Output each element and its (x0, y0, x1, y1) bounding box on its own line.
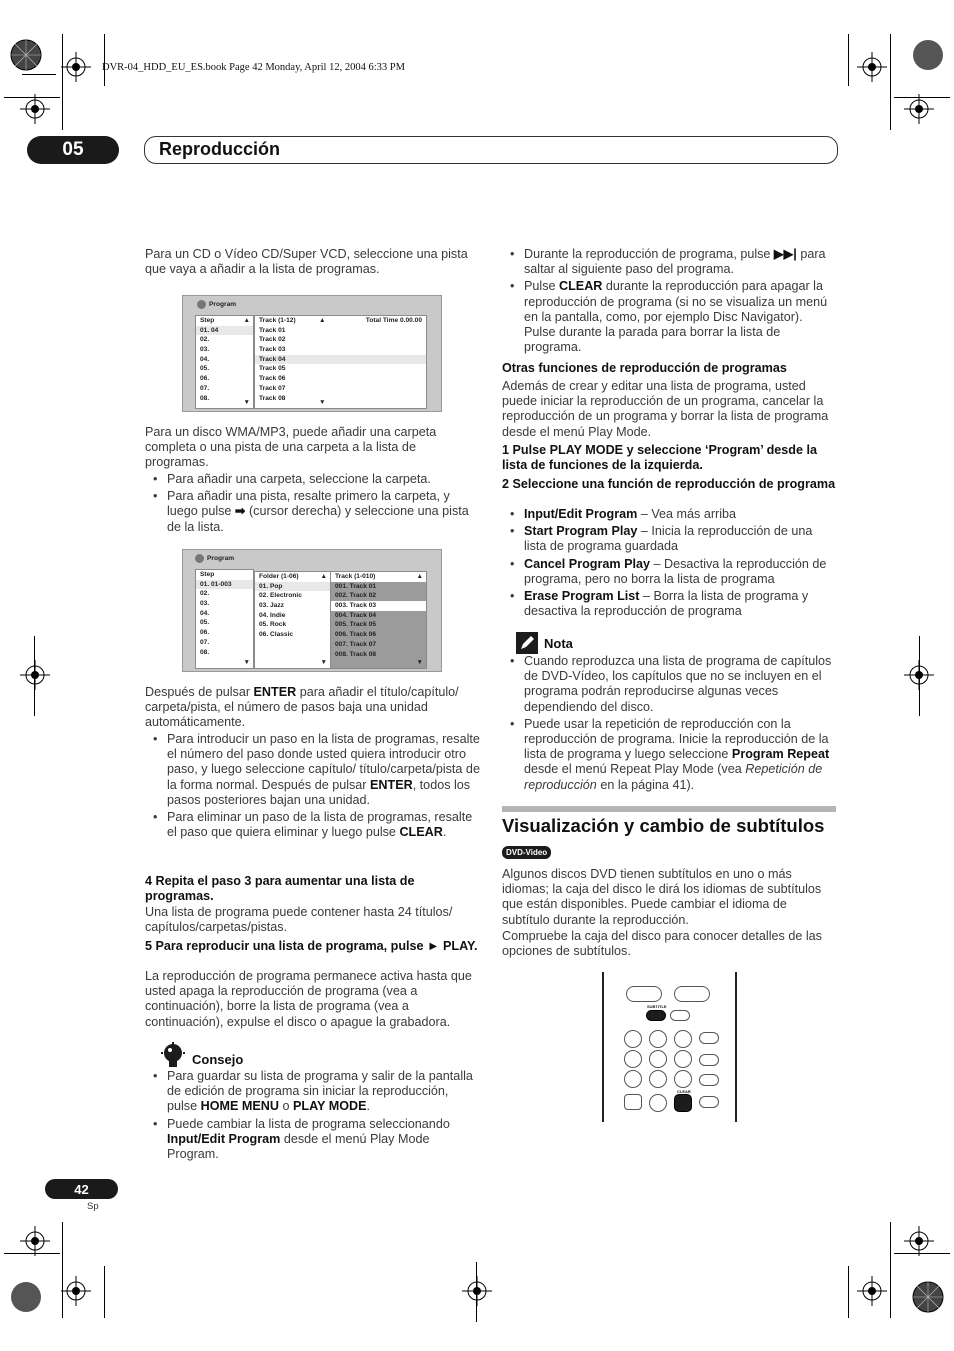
list-row: 04. (200, 355, 210, 363)
folder-pane (254, 571, 331, 669)
list-row: 03. (200, 346, 210, 354)
list-row: 05. Rock (259, 621, 287, 629)
bullet-list (145, 472, 480, 537)
list-item: • Input/Edit Program – Vea más arriba (502, 507, 836, 522)
scroll-up-icon: ▲ (416, 573, 423, 580)
list-item: • Para añadir una pista, resalte primero la carpeta, y luego pulse ➡ (cursor derecha) y seleccione una pista de la lista. (145, 489, 480, 535)
list-row: 08. (200, 394, 210, 402)
remote-button (674, 1070, 692, 1088)
list-item: • Puede usar la repetición de reproducción con la reproducción de programa. Inicie la reproducción de la lista de programa y luego seleccione Program Repeat desde el menú Repeat Play Mode (vea Repetición de reproducción en la página 41). (502, 717, 836, 793)
list-item: • Para añadir una carpeta, seleccione la carpeta. (145, 472, 480, 487)
list-item: • Erase Program List – Borra la lista de programa y desactiva la reproducción de programa (502, 589, 836, 619)
language-code: Sp (87, 1201, 99, 1212)
screen-title: Program (207, 555, 235, 562)
list-row: 002. Track 02 (335, 592, 377, 600)
crosshair-icon (20, 660, 50, 690)
list-row: 01. 01-003 (196, 580, 253, 590)
starburst-icon (911, 38, 945, 72)
step-pane (195, 315, 254, 409)
chapter-title-bar (144, 136, 838, 164)
list-row: Track 05 (259, 365, 286, 373)
column-header: Step (200, 571, 215, 578)
step-heading: 4 Repita el paso 3 para aumentar una lista de programas. (145, 874, 415, 904)
crosshair-icon (462, 1276, 492, 1306)
scroll-up-icon: ▲ (320, 573, 327, 580)
crosshair-icon (904, 1226, 934, 1256)
subheading: Otras funciones de reproducción de programas (502, 361, 787, 375)
list-item: • Para eliminar un paso de la lista de programas, resalte el paso que quiera eliminar y luego pulse CLEAR. (145, 810, 480, 840)
note-pencil-icon (516, 632, 538, 654)
remote-button (670, 1010, 690, 1021)
section-rule (502, 806, 836, 812)
list-row: 04. (200, 609, 210, 617)
note-list (502, 654, 836, 795)
list-row: 02. (200, 336, 210, 344)
list-row: Track 02 (259, 336, 286, 344)
track-pane (254, 315, 427, 409)
remote-button (649, 1050, 667, 1068)
crosshair-icon (61, 1276, 91, 1306)
scroll-down-icon: ▼ (243, 399, 250, 407)
function-list (502, 507, 836, 621)
paragraph: Una lista de programa puede contener hasta 24 títulos/ capítulos/carpetas/pistas. (145, 905, 453, 935)
step-heading: 2 Seleccione una función de reproducción de programa (502, 477, 836, 491)
bullet-list (502, 247, 836, 357)
paragraph: Compruebe la caja del disco para conocer detalles de las opciones de subtítulos. (502, 929, 822, 959)
list-row: 05. (200, 619, 210, 627)
list-row: 03. (200, 600, 210, 608)
remote-button (624, 1030, 642, 1048)
column-header: Step (200, 317, 215, 324)
list-row: Track 04 (255, 355, 426, 365)
list-row: 003. Track 03 (331, 601, 426, 611)
scroll-down-icon: ▼ (243, 659, 250, 667)
program-screen-cd (182, 295, 442, 412)
paragraph: Después de pulsar ENTER para añadir el título/capítulo/ carpeta/pista, el número de pasos baja una unidad automáticamente. (145, 685, 459, 730)
remote-button (649, 1094, 667, 1112)
subtitle-button (646, 1010, 666, 1021)
step-pane (195, 569, 254, 669)
disc-icon (197, 300, 206, 309)
starburst-icon (9, 1280, 43, 1314)
remote-button (624, 1050, 642, 1068)
arrow-right-icon: ➡ (234, 504, 246, 519)
scroll-down-icon: ▼ (416, 659, 423, 667)
paragraph: Además de crear y editar una lista de programa, usted puede iniciar la reproducción de un programa, cancelar la reproducción de un programa y borrar la lista de programa desde el menú Play Mode. (502, 379, 829, 439)
column-header: Folder (1-06) (259, 573, 299, 580)
scroll-down-icon: ▼ (319, 399, 326, 407)
remote-button (624, 1094, 642, 1110)
note-label: Nota (544, 636, 573, 651)
list-item: • Para guardar su lista de programa y salir de la pantalla de edición de programa sin iniciar la reproducción, pulse HOME MENU o PLAY MODE. (145, 1069, 480, 1115)
list-row: 007. Track 07 (335, 640, 377, 648)
subtitle-button-label: SUBTITLE (647, 1004, 667, 1009)
crosshair-icon (20, 94, 50, 124)
list-row: 04. Indie (259, 611, 286, 619)
list-item: • Start Program Play – Inicia la reproducción de una lista de programa guardada (502, 524, 836, 554)
remote-button (699, 1054, 719, 1066)
remote-button (699, 1074, 719, 1086)
track-pane (330, 571, 427, 669)
step-heading: 5 Para reproducir una lista de programa, pulse ► PLAY. (145, 939, 478, 953)
clear-button-label: CLEAR (677, 1089, 691, 1094)
crosshair-icon (61, 52, 91, 82)
chapter-number: 05 (27, 136, 119, 164)
starburst-icon (911, 1280, 945, 1314)
crosshair-icon (20, 1226, 50, 1256)
list-item: • Pulse CLEAR durante la reproducción para apagar la reproducción de programa (si no se visualiza un menú en la pantalla, como, por ejemplo Disc Navigator). Pulse durante la parada para borrar la lista de programa. (502, 279, 836, 355)
starburst-icon (9, 38, 43, 72)
paragraph: Para un disco WMA/MP3, puede añadir una carpeta completa o una pista de una carpeta a la lista de programas. (145, 425, 437, 470)
list-item: • Cancel Program Play – Desactiva la reproducción de programa, pero no borra la lista de programa (502, 557, 836, 587)
crosshair-icon (857, 1276, 887, 1306)
list-row: 07. (200, 638, 210, 646)
list-row: 005. Track 05 (335, 621, 377, 629)
list-row: Track 06 (259, 375, 286, 383)
remote-control-illustration (602, 972, 737, 1122)
clear-button (674, 1094, 692, 1112)
list-item: • Para introducir un paso en la lista de programas, resalte el número del paso donde usted quiera introducir otro paso, y luego seleccione capítulo/ título/carpeta/pista de la forma normal. Después de pulsar ENTER, todos los pasos posteriores bajan una unidad. (145, 732, 480, 808)
lightbulb-icon (160, 1042, 186, 1070)
scroll-up-icon: ▲ (243, 317, 250, 324)
list-row: Track 08 (259, 394, 286, 402)
remote-button (699, 1032, 719, 1044)
remote-button (649, 1030, 667, 1048)
remote-button (674, 1030, 692, 1048)
list-row: 08. (200, 648, 210, 656)
paragraph: Algunos discos DVD tienen subtítulos en uno o más idiomas; la caja del disco le dirá los idiomas de subtítulos que están disponibles. Puede cambiar el idioma de subtítulo durante la reproducción. (502, 867, 822, 927)
crosshair-icon (857, 52, 887, 82)
list-row: Track 03 (259, 346, 286, 354)
bullet-list (145, 732, 480, 842)
list-row: 001. Track 01 (335, 582, 377, 590)
column-header: Track (1-010) (331, 572, 426, 582)
list-row: 06. (200, 375, 210, 383)
screen-title: Program (209, 301, 237, 308)
chapter-title: Reproducción (159, 139, 281, 159)
skip-next-icon: ▶▶| (773, 247, 797, 261)
list-row: 01. Pop (255, 582, 330, 592)
program-screen-mp3 (182, 549, 442, 672)
list-row: Track 01 (259, 326, 286, 334)
remote-button (674, 986, 710, 1002)
column-header: Track (1-12) (259, 317, 296, 324)
remote-button (624, 1070, 642, 1088)
list-row: 02. Electronic (259, 592, 302, 600)
paragraph: Para un CD o Vídeo CD/Super VCD, seleccione una pista que vaya a añadir a la lista de programas. (145, 247, 468, 277)
disc-icon (195, 554, 204, 563)
list-item: • Puede cambiar la lista de programa seleccionando Input/Edit Program desde el menú Play Mode Program. (145, 1117, 480, 1163)
list-row: 07. (200, 384, 210, 392)
scroll-down-icon: ▼ (320, 659, 327, 667)
list-item: • Cuando reproduzca una lista de programa de capítulos de DVD-Vídeo, los capítulos que no se incluyen en el programa podrán reproducirse algunas veces dependiendo del disco. (502, 654, 836, 715)
list-row: 06. (200, 629, 210, 637)
crosshair-icon (904, 660, 934, 690)
list-row: 03. Jazz (259, 602, 284, 610)
remote-button (626, 986, 662, 1002)
paragraph: La reproducción de programa permanece activa hasta que usted apaga la reproducción de programa (vea a continuación), borre la lista de programa (vea a continuación), expulse el disco o apague la grabadora. (145, 969, 472, 1029)
list-row: 01. 04 (196, 326, 253, 336)
remote-button (649, 1070, 667, 1088)
print-header: DVR-04_HDD_EU_ES.book Page 42 Monday, April 12, 2004 6:33 PM (102, 62, 405, 73)
crosshair-icon (904, 94, 934, 124)
list-row: 05. (200, 365, 210, 373)
list-row: 02. (200, 590, 210, 598)
remote-button (699, 1096, 719, 1108)
step-heading: 1 Pulse PLAY MODE y seleccione ‘Program’ desde la lista de funciones de la izquierda. (502, 443, 817, 473)
total-time: Total Time 0.00.00 (365, 317, 422, 324)
section-title: Visualización y cambio de subtítulos (502, 815, 825, 836)
list-row: Track 07 (259, 384, 286, 392)
page-number: 42 (45, 1179, 118, 1199)
list-row: 008. Track 08 (335, 650, 377, 658)
list-row: 06. Classic (259, 631, 294, 639)
remote-button (674, 1050, 692, 1068)
scroll-up-icon: ▲ (319, 317, 326, 324)
list-item: • Durante la reproducción de programa, pulse ▶▶| para saltar al siguiente paso del programa. (502, 247, 836, 277)
tip-list (145, 1069, 480, 1164)
tip-label: Consejo (192, 1052, 244, 1067)
list-row: 006. Track 06 (335, 631, 377, 639)
list-row: 004. Track 04 (335, 611, 377, 619)
dvd-video-badge: DVD-Video (502, 846, 551, 859)
